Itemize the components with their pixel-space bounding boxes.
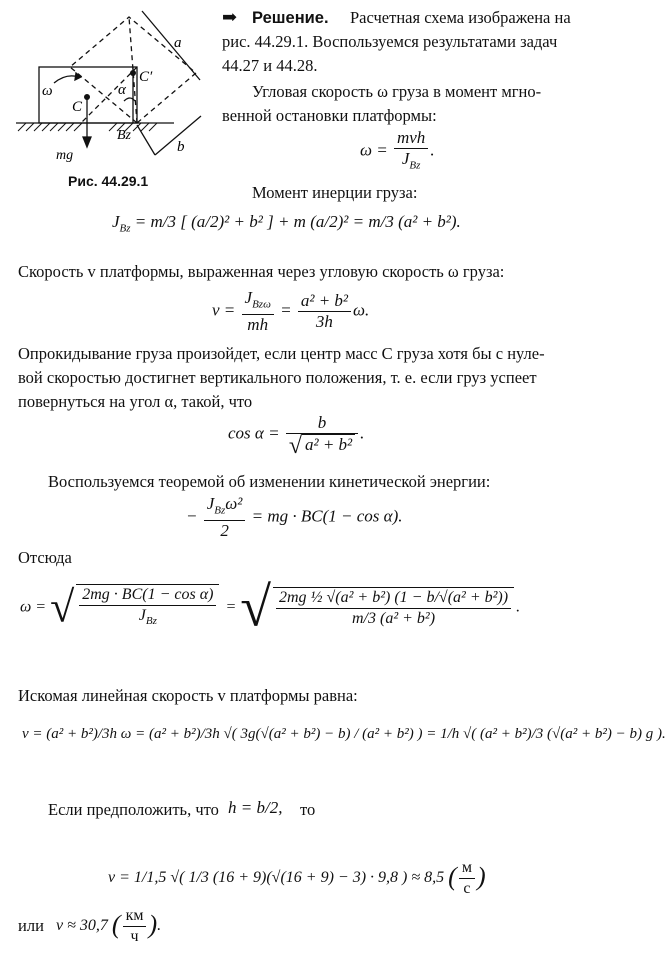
p5-line3: повернуться на угол α, такой, что	[18, 392, 253, 411]
label-alpha: α	[118, 82, 126, 98]
p5-line1: Опрокидывание груза произойдет, если центр масс C груза хотя бы с нуле-	[18, 344, 545, 363]
p6: Воспользуемся теоремой об изменении кинетической энергии:	[48, 472, 491, 491]
eq-kinetic-energy: − $\frac{J_{Bz}\omega^2}{2}$ = mg · BC(1 − cos α).	[186, 494, 403, 541]
p1-line2: рис. 44.29.1. Воспользуемся результатами задач	[222, 32, 558, 51]
arrow-icon: ➡	[222, 7, 238, 27]
eq-omega: ω = $\frac{\text{mvh}}{J_{Bz}}$ .	[360, 128, 435, 175]
p5-line2: вой скоростью достигнет вертикального положения, т. е. если груз успеет	[18, 368, 537, 387]
eq-velocity: v = $\frac{J_{Bz\omega}}{mh}$ = $\frac{\text{a² + b²}}{3h}$ ω.	[212, 288, 370, 335]
p1-line3: 44.27 и 44.28.	[222, 56, 318, 75]
eq-cos-alpha: cos α = $\frac{b}{\text{√ a² + b²}}$ .	[228, 413, 365, 459]
label-b: b	[177, 139, 185, 155]
eq-velocity-final: v = (a² + b²)/3h ω = (a² + b²)/3h √( 3g(√(a² + b²) − b) / (a² + b²) ) = 1/h √( (a² + b²)/3 (√(a² + b²) − b) g ).	[22, 726, 666, 742]
eq-h-assumption: h = b/2,	[228, 798, 283, 817]
point-C	[84, 94, 90, 100]
eq-final-kmh: v ≈ 30,7 ( $\frac{км}{ч}$ ).	[56, 907, 162, 945]
label-Bz: Bz	[117, 128, 131, 143]
label-omega: ω	[42, 83, 53, 99]
p9-tail: то	[300, 800, 316, 819]
p1-line1: Расчетная схема изображена на	[350, 8, 571, 27]
p9: Если предположить, что	[48, 800, 219, 819]
figure-caption: Рис. 44.29.1	[68, 173, 149, 189]
label-Cprime: C′	[139, 69, 153, 85]
solution-title: Решение.	[252, 9, 329, 27]
p2-line1: Угловая скорость ω груза в момент мгно-	[252, 82, 542, 101]
p10: или	[18, 916, 44, 935]
eq-numeric: v = 1/1,5 √( 1/3 (16 + 9)(√(16 + 9) − 3) · 9,8 ) ≈ 8,5 ( $\frac{м}{с}$ )	[108, 859, 486, 897]
point-Cprime	[130, 70, 136, 76]
label-mg: mg	[56, 148, 74, 163]
label-C: C	[72, 99, 83, 115]
label-a: a	[174, 35, 182, 51]
eq-moment-of-inertia: $J_{Bz} = m/3$ [ (a/2)² + b² ] + m (a/2)² = m/3 (a² + b²).	[112, 212, 461, 235]
p3: Момент инерции груза:	[252, 183, 418, 202]
p8: Искомая линейная скорость v платформы равна:	[18, 686, 358, 705]
eq-omega-sqrt: ω = √ $\frac{\text{2mg · BC(1 − cos α)}}{J_{Bz}}$ = √ $\frac{\text{2mg ½ √(a² + b²) (1 − b/√(a² + b²))}}{\text{m/3 (a² + b²)}}$ .	[20, 576, 521, 639]
p2-line2: венной остановки платформы:	[222, 106, 437, 125]
p4: Скорость v платформы, выраженная через угловую скорость ω груза:	[18, 262, 505, 281]
p7: Отсюда	[18, 548, 72, 567]
figure-44-29-1	[14, 5, 214, 165]
